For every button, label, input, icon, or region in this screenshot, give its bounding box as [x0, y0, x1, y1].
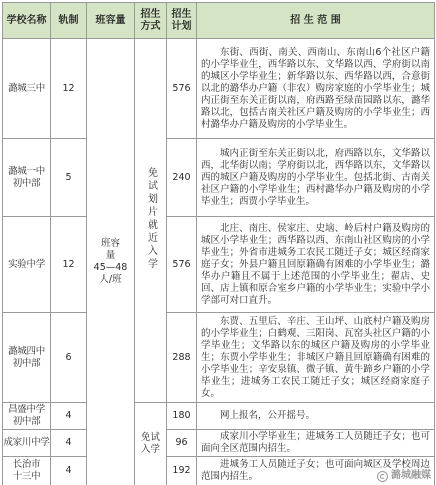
- class-capacity-line: 45—48: [93, 262, 128, 273]
- track-cell: 12: [51, 217, 87, 313]
- enrollment-plan-cell: 576: [167, 217, 197, 313]
- enrollment-range-cell: 城内正街至东关正街以北，府西路以东，文华路以西，北华街以南；学府街以北，西华路以东，文华路以西的城区户籍及购房的小学毕业生。包括北街、古南关社区户籍的小学毕业生；西村潞华办户籍及购房的小学毕业生；西贾小学毕业生。: [197, 139, 435, 217]
- enrollment-plan-cell: 96: [167, 430, 197, 457]
- enrollment-range-cell: 进城务工人员随迁子女；也可面向城区及学校周边范围内招生。: [197, 457, 435, 485]
- track-cell: 6: [51, 313, 87, 403]
- school-name-cell: [3, 139, 51, 217]
- table-row: [3, 313, 435, 403]
- class-capacity-line: 人/班: [99, 274, 122, 285]
- track-cell: 4: [51, 430, 87, 457]
- media-logo-icon: [377, 471, 388, 482]
- school-name-sub: 初中部: [12, 177, 41, 189]
- header-enrollment-method: [135, 3, 167, 39]
- enrollment-method-text: 免试划片就近入学: [145, 166, 157, 271]
- table-row: [3, 403, 435, 430]
- table-row: [3, 39, 435, 139]
- school-name: 成家川中学: [3, 437, 50, 448]
- table-row: [3, 457, 435, 485]
- table-row: [3, 217, 435, 313]
- school-name: 昌盛中学: [8, 404, 45, 415]
- watermark: [377, 470, 431, 482]
- school-name-sub: 初中部: [12, 416, 41, 427]
- track-cell: 4: [51, 403, 87, 430]
- school-name-cell: [3, 457, 51, 485]
- enrollment-range-cell: 成家川小学毕业生；进城务工人员随迁子女；也可面向全区范围内招生。: [197, 430, 435, 457]
- track-cell: 5: [51, 139, 87, 217]
- school-name-cell: [3, 403, 51, 430]
- header-enrollment-plan-label: 招生计划: [171, 8, 192, 32]
- enrollment-plan-cell: 192: [167, 457, 197, 485]
- school-name-cell: [3, 39, 51, 139]
- school-name: 潞城四中: [8, 345, 45, 357]
- class-capacity-line: 班容: [100, 238, 120, 249]
- watermark-text: 潞城融媒: [391, 470, 431, 481]
- enrollment-range-cell: 网上报名，公开摇号。: [197, 403, 435, 430]
- track-cell: 12: [51, 39, 87, 139]
- header-class-capacity: 班容量: [87, 3, 135, 39]
- class-capacity-cell: [87, 39, 135, 485]
- header-enrollment-plan: [167, 3, 197, 39]
- table-row: [3, 430, 435, 457]
- enrollment-method-cell: [135, 403, 167, 485]
- enrollment-plan-cell: 240: [167, 139, 197, 217]
- school-name: 实验中学: [8, 258, 45, 270]
- table-row: [3, 139, 435, 217]
- enrollment-range-cell: 北庄、南庄、侯家庄、史垴、岭后村户籍及购房的城区小学毕业生；西华路以西、东南山社区购房的小学毕业生；外省市进城务工农民工随迁子女；城区经商家庭子女；外县户籍且回原籍确有困难的小学毕业生；潞华办户籍且不属于上述范围的小学毕业生；翟店、史回、店上镇和原合室乡户籍的小学毕业生；实验中学小学部可对口直升。: [197, 217, 435, 313]
- school-name-sub: 十三中: [12, 471, 41, 482]
- enrollment-range-cell: 东贾、五里后、辛庄、王山坪、山底村户籍及购房的小学毕业生；白鹤观、三阳岗、瓦窑头社区户籍的小学毕业生；文华路以东的城区户籍及购房的小学毕业生；东贾小学毕业生；非城区户籍且回原籍确有困难的小学毕业生；辛安泉镇、微子镇、黄牛蹄乡户籍的小学毕业生；进城务工农民工随迁子女；城区经商家庭子女。: [197, 313, 435, 403]
- header-track: 轨制: [51, 3, 87, 39]
- enrollment-method-text: 免试入学: [140, 432, 160, 455]
- enrollment-method-cell: [135, 39, 167, 403]
- header-row: [3, 3, 435, 39]
- track-cell: 4: [51, 457, 87, 485]
- enrollment-table: [2, 2, 435, 485]
- school-name-sub: 初中部: [12, 357, 41, 369]
- school-name: 潞城一中: [8, 165, 45, 177]
- school-name-cell: [3, 217, 51, 313]
- header-enrollment-range: 招 生 范 围: [197, 3, 435, 39]
- school-name: 潞城三中: [8, 82, 45, 94]
- enrollment-plan-cell: 180: [167, 403, 197, 430]
- enrollment-range-cell: 东街、西街、南关、西南山、东南山6个社区户籍的小学毕业生，西华路以东、文华路以西、学府街以南的城区小学毕业生；新华路以东、西华路以西，合意街以北的潞华办户籍（非农）购房家庭的小学毕业生；城内正街至东关正街以南，府西路至绿苗园路以东，潞华路以北，包括古南关社区户籍及购房的小学毕业生；西村潞华办户籍及购房的小学毕业生。: [197, 39, 435, 139]
- header-school-name: 学校名称: [3, 3, 51, 39]
- enrollment-plan-cell: 288: [167, 313, 197, 403]
- class-capacity-line: 量: [105, 250, 116, 261]
- enrollment-plan-cell: 576: [167, 39, 197, 139]
- school-name-cell: [3, 430, 51, 457]
- header-enrollment-method-label: 招生方式: [140, 8, 161, 32]
- school-name-cell: [3, 313, 51, 403]
- school-name: 长治市: [12, 459, 41, 470]
